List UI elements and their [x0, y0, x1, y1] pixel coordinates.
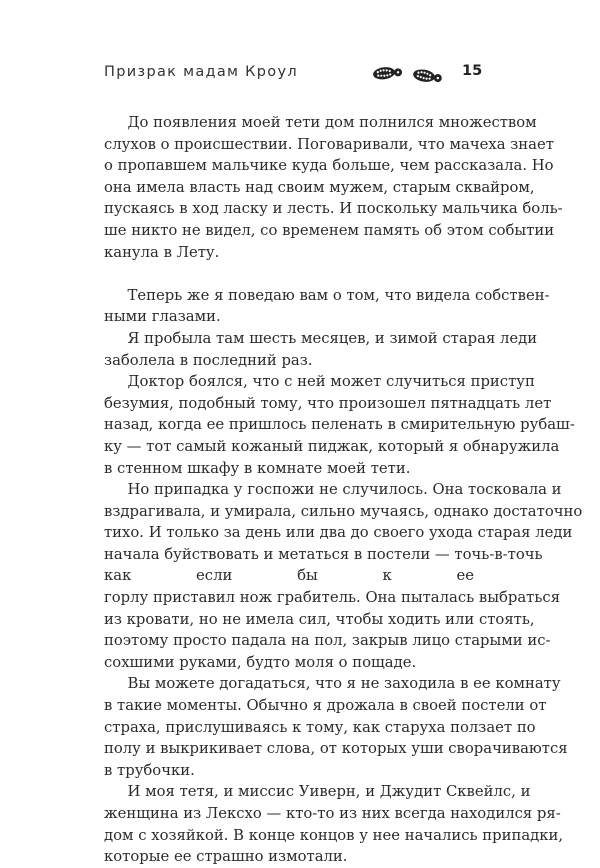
- text-line: в стенном шкафу в комнате моей тети.: [104, 459, 411, 477]
- text-line: безумия, подобный тому, что произошел пятнадцать лет: [104, 394, 552, 412]
- footprints-icon: [370, 62, 450, 84]
- text-line: ными глазами.: [104, 308, 221, 326]
- text-line: дом с хозяйкой. В конце концов у нее начались припадки,: [104, 826, 564, 844]
- text-line: Вы можете догадаться, что я не заходила в ее комнату: [104, 675, 561, 693]
- text-line: Я пробыла там шесть месяцев, и зимой старая леди: [104, 329, 538, 347]
- text-line: Теперь же я поведаю вам о том, что видела собствен-: [104, 286, 550, 304]
- paragraph: [104, 781, 564, 867]
- text-line: страха, прислушиваясь к тому, как старуха ползает по: [104, 718, 536, 736]
- text-line: До появления моей тети дом полнился множеством: [104, 114, 537, 131]
- text-line: тихо. И только за день или два до своего ухода старая леди: [104, 524, 573, 542]
- text-line: вздрагивала, и умирала, сильно мучаясь, однако достаточно: [104, 502, 583, 520]
- paragraph: [104, 285, 550, 328]
- text-line: поэтому просто падала на пол, закрыв лицо старыми ис-: [104, 632, 551, 650]
- text-line: заболела в последний раз.: [104, 351, 313, 369]
- text-line: как если бы к ее: [104, 567, 474, 585]
- paragraph: [104, 371, 575, 479]
- paragraph: [104, 112, 563, 263]
- text-line: канула в Лету.: [104, 243, 220, 261]
- text-line: в трубочки.: [104, 761, 195, 779]
- text-line: полу и выкрикивает слова, от которых уши сворачиваются: [104, 740, 568, 758]
- paragraph: [104, 479, 583, 673]
- page-number: 15: [462, 63, 483, 79]
- text-line: сохшими руками, будто моля о пощаде.: [104, 653, 417, 671]
- paragraph: [104, 673, 568, 781]
- paragraph-gap: [104, 263, 474, 285]
- text-line: начала буйствовать и метаться в постели — точь-в-точь: [104, 545, 543, 563]
- running-title: Призрак мадам Кроул: [104, 64, 298, 80]
- text-line: женщина из Лексхо — кто-то из них всегда находился ря-: [104, 805, 561, 822]
- text-line: И моя тетя, и миссис Уиверн, и Джудит Сквейлс, и: [104, 783, 531, 801]
- text-line: которые ее страшно измотали.: [104, 848, 348, 866]
- paragraph: [104, 328, 538, 371]
- text-line: ку — тот самый кожаный пиджак, который я обнаружила: [104, 437, 560, 455]
- text-line: пускаясь в ход ласку и лесть. И поскольку мальчика боль-: [104, 200, 563, 218]
- text-line: в такие моменты. Обычно я дрожала в своей постели от: [104, 697, 547, 715]
- text-line: о пропавшем мальчике куда больше, чем рассказала. Но: [104, 157, 554, 175]
- text-line: назад, когда ее пришлось пеленать в смирительную рубаш-: [104, 416, 575, 434]
- body-text: [104, 112, 583, 868]
- text-line: слухов о происшествии. Поговаривали, что мачеха знает: [104, 135, 554, 153]
- text-line: она имела власть над своим мужем, старым сквайром,: [104, 178, 535, 196]
- text-line: горлу приставил нож грабитель. Она пыталась выбраться: [104, 589, 561, 607]
- text-line: Доктор боялся, что с ней может случиться приступ: [104, 373, 535, 391]
- text-line: Но припадка у госпожи не случилось. Она тосковала и: [104, 481, 562, 499]
- text-line: из кровати, но не имела сил, чтобы ходить или стоять,: [104, 610, 535, 628]
- text-line: ше никто не видел, со временем память об этом событии: [104, 221, 555, 239]
